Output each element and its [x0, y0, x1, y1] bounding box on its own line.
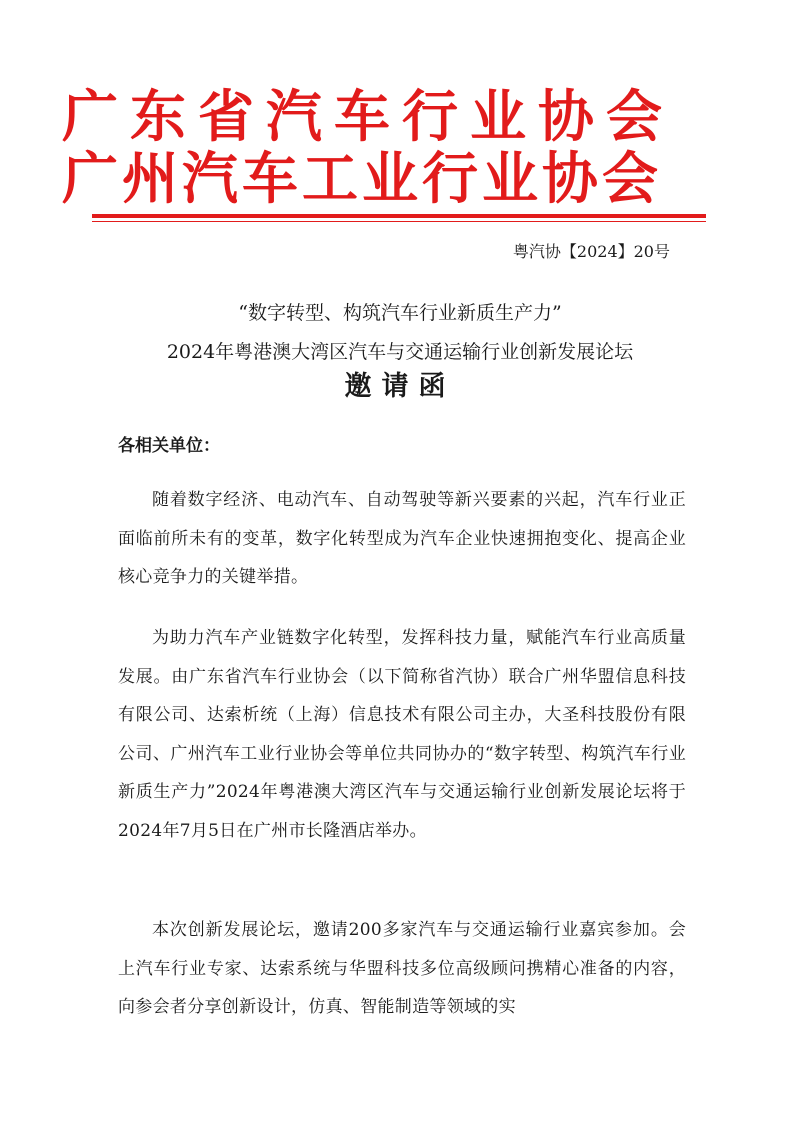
header-rule-thin: [92, 221, 706, 222]
issuer-name-secondary: 广州汽车工业行业协会: [62, 147, 662, 212]
body-paragraph: 为助力汽车产业链数字化转型，发挥科技力量，赋能汽车行业高质量发展。由广东省汽车行业协会（以下简称省汽协）联合广州华盟信息科技有限公司、达索析统（上海）信息技术有限公司主办，大圣科技股份有限公司、广州汽车工业行业协会等单位共同协办的“数字转型、构筑汽车行业新质生产力”2024年粤港澳大湾区汽车与交通运输行业创新发展论坛将于2024年7月5日在广州市长隆酒店举办。: [118, 628, 686, 841]
document-number: 粤汽协【2024】20号: [512, 242, 670, 261]
header-rule-thick: [92, 214, 706, 218]
document-title: 邀请函: [344, 371, 456, 402]
issuer-name-primary: 广东省汽车行业协会: [62, 85, 674, 150]
body-paragraph: 本次创新发展论坛，邀请200多家汽车与交通运输行业嘉宾参加。会上汽车行业专家、达索系统与华盟科技多位高级顾问携精心准备的内容，向参会者分享创新设计，仿真、智能制造等领域的实: [118, 920, 686, 1017]
forum-theme: “数字转型、构筑汽车行业新质生产力”: [238, 302, 562, 324]
body-paragraph: 随着数字经济、电动汽车、自动驾驶等新兴要素的兴起，汽车行业正面临前所未有的变革，数字化转型成为汽车企业快速拥抱变化、提高企业核心竞争力的关键举措。: [118, 490, 686, 587]
forum-title: 2024年粤港澳大湾区汽车与交通运输行业创新发展论坛: [166, 341, 634, 363]
salutation: 各相关单位：: [118, 436, 220, 456]
